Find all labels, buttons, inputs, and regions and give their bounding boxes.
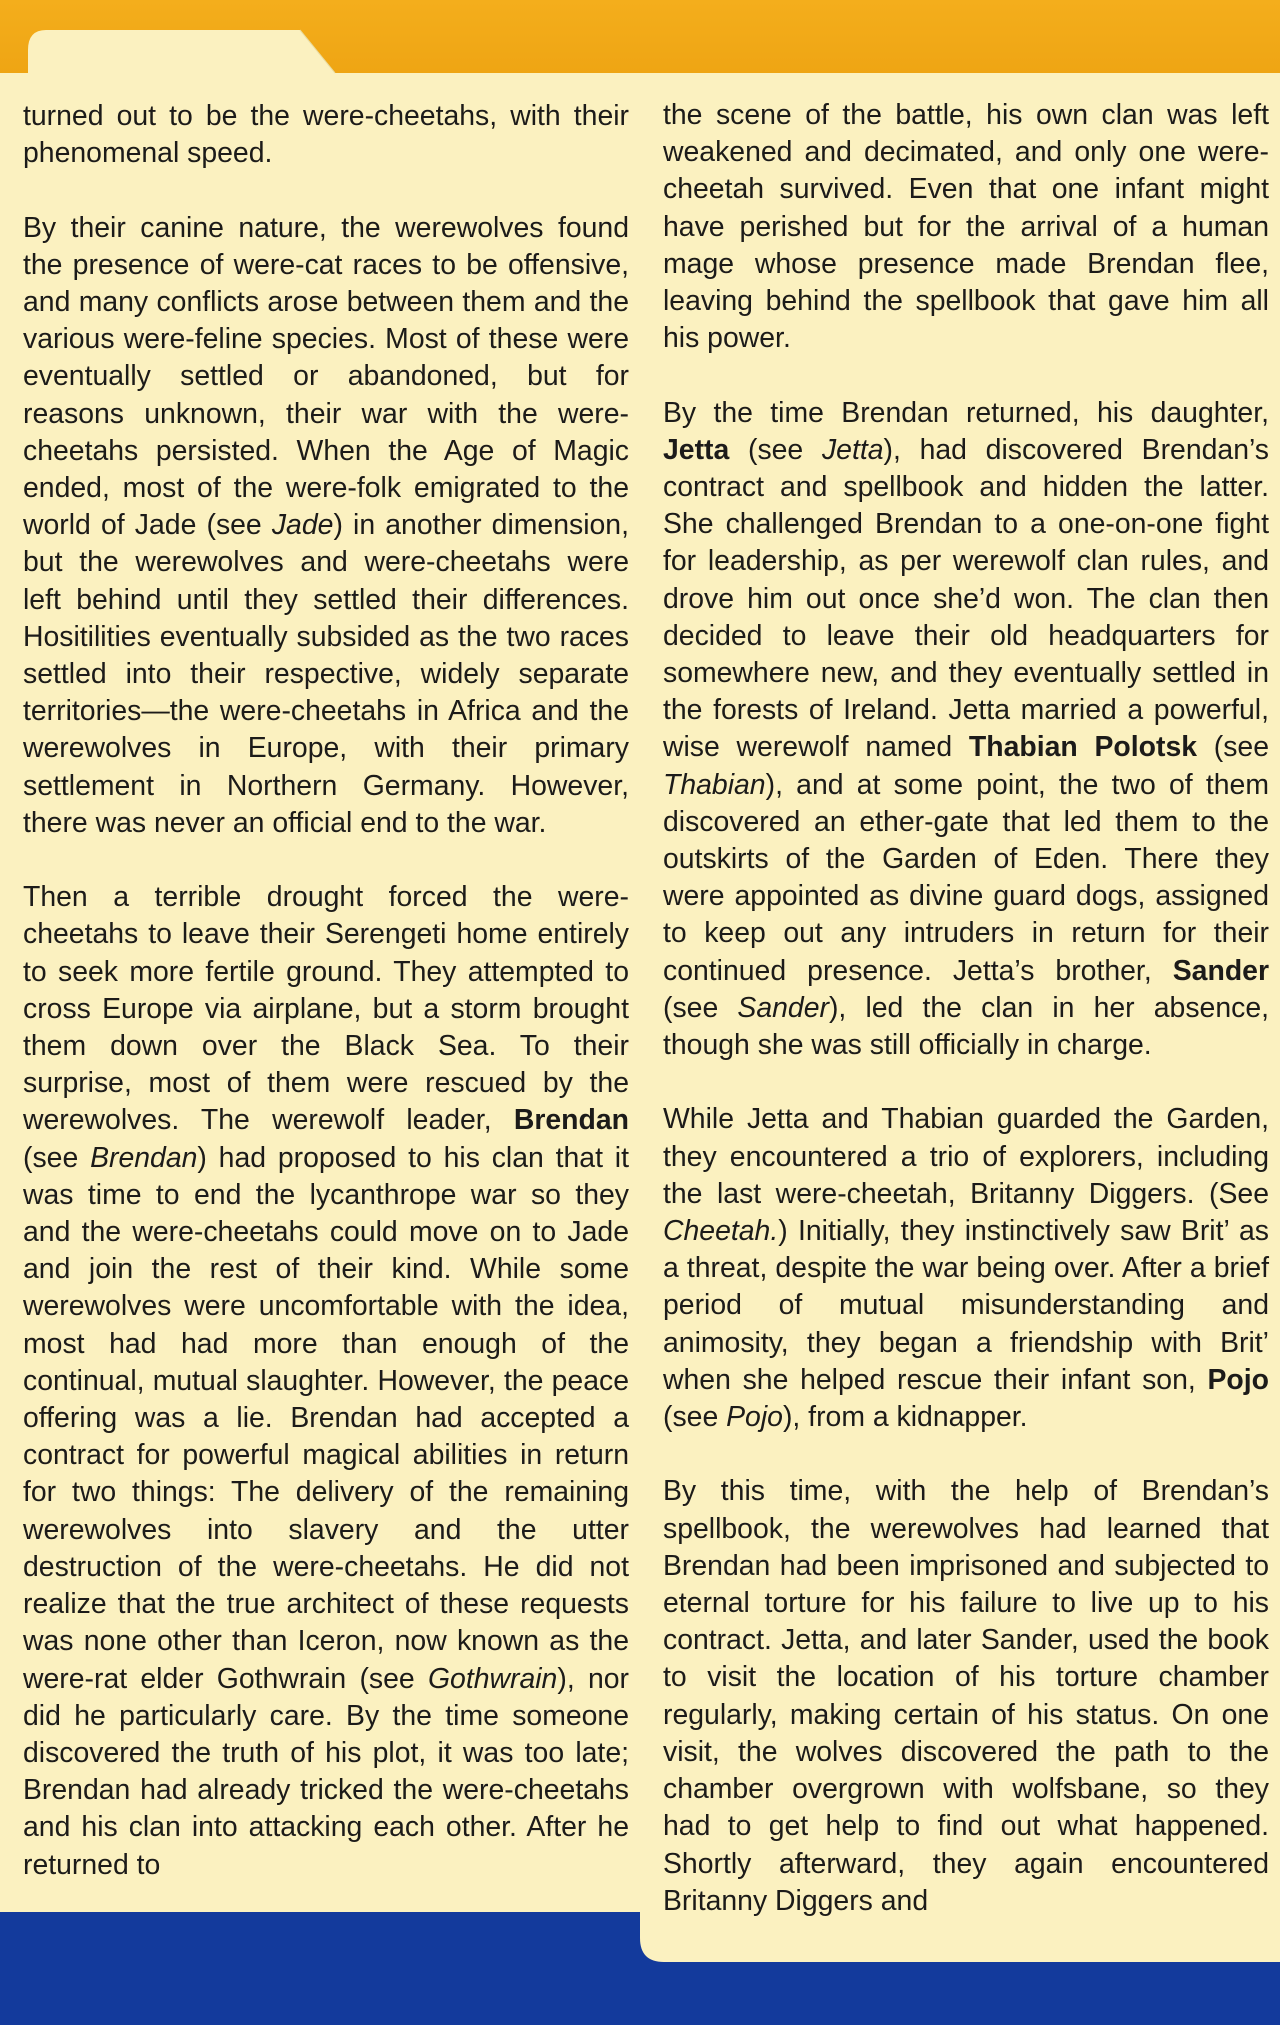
text-run: By the time Brendan returned, his daughter, bbox=[663, 396, 1269, 429]
text-run: ) had proposed to his clan that it was time to end the lycanthrope war so they and the were-cheetahs could move on to Jade and join the rest of their kind. While some werewolves were uncomfortable with the idea, most had had more than enough of the continual, mutual slaughter. However, the peace offering was a lie. Brendan had accepted a contract for powerful magical abilities in return for two things: The delivery of the remaining werewolves into slavery and the utter destruction of the were-cheetahs. He did not realize that the true architect of these requests was none other than Iceron, now known as the were-rat elder Gothwrain (see bbox=[23, 1141, 629, 1695]
text-column-left bbox=[23, 98, 629, 1884]
text-run: ), had discovered Brendan’s contract and spellbook and hidden the latter. She challenged Brendan to a one-on-one fight for leadership, as per werewolf clan rules, and drove him out once she’d won. The clan then decided to leave their old headquarters for somewhere new, and they eventually settled in the forests of Ireland. Jetta married a powerful, wise werewolf named bbox=[663, 433, 1269, 764]
text-run: ), and at some point, the two of them discovered an ether-gate that led them to the outskirts of the Garden of Eden. There they were appointed as divine guard dogs, assigned to keep out any intruders in return for their continued presence. Jetta’s brother, bbox=[663, 768, 1269, 987]
character-name: Sander bbox=[1172, 954, 1269, 987]
text-run: ) in another dimension, but the werewolves and were-cheetahs were left behind until they settled their differences. Hositilities eventually subsided as the two races settled into their respective, widely separate territories—the were-cheetahs in Africa and the werewolves in Europe, with their primary settlement in Northern Germany. However, there was never an official end to the war. bbox=[23, 509, 629, 839]
character-name: Thabian Polotsk bbox=[968, 731, 1198, 764]
character-name: Jetta bbox=[663, 433, 730, 466]
text-run: ), nor did he particularly care. By the time someone discovered the truth of his plot, it was too late; Brendan had already tricked the were-cheetahs and his clan into attacking each other. After he returned to bbox=[23, 1662, 630, 1881]
text-run: While Jetta and Thabian guarded the Garden, they encountered a trio of explorers, including the last were-cheetah, Britanny Diggers. (See bbox=[663, 1103, 1269, 1210]
text-run: (see bbox=[663, 1401, 727, 1434]
text-run: ), from a kidnapper. bbox=[782, 1401, 1028, 1434]
cross-reference: Jade bbox=[271, 509, 334, 542]
paragraph bbox=[663, 395, 1269, 1065]
cross-reference: Jetta bbox=[821, 433, 884, 466]
text-column-right bbox=[663, 97, 1269, 1920]
text-run: (see bbox=[663, 991, 738, 1024]
text-run: ) Initially, they instinctively saw Brit’ as a threat, despite the war being over. After a brief period of mutual misunderstanding and animosity, they began a friendship with Brit’ when she helped rescue their infant son, bbox=[663, 1215, 1269, 1396]
paragraph bbox=[663, 97, 1269, 357]
text-run: the scene of the battle, his own clan was left weakened and decimated, and only one were-cheetah survived. Even that one infant might have perished but for the arrival of a human mage whose presence made Brendan flee, leaving behind the spellbook that gave him all his power. bbox=[663, 99, 1269, 355]
cross-reference: Sander bbox=[737, 991, 829, 1024]
character-name: Pojo bbox=[1207, 1363, 1269, 1396]
paragraph bbox=[23, 879, 629, 1883]
text-run: Then a terrible drought forced the were-cheetahs to leave their Serengeti home entirely to seek more fertile ground. They attempted to cross Europe via airplane, but a storm brought them down over the Black Sea. To their surprise, most of them were rescued by the werewolves. The werewolf leader, bbox=[23, 881, 629, 1137]
character-name: Brendan bbox=[513, 1104, 629, 1137]
paragraph bbox=[23, 210, 629, 842]
text-run: By their canine nature, the werewolves found the presence of were-cat races to be offensive, and many conflicts arose between them and the various were-feline species. Most of these were eventually settled or abandoned, but for reasons unknown, their war with the were-cheetahs persisted. When the Age of Magic ended, most of the were-folk emigrated to the world of Jade (see bbox=[23, 211, 629, 542]
paragraph bbox=[663, 1101, 1269, 1436]
text-run: (see bbox=[1197, 731, 1270, 764]
cross-reference: Gothwrain bbox=[427, 1662, 558, 1695]
text-run: By this time, with the help of Brendan’s spellbook, the werewolves had learned that Brendan had been imprisoned and subjected to eternal torture for his failure to live up to his contract. Jetta, and later Sander, used the book to visit the location of his torture chamber regularly, making certain of his status. On one visit, the wolves discovered the path to the chamber overgrown with wolfsbane, so they had to get help to find out what happened. Shortly afterward, they again encountered Britanny Diggers and bbox=[663, 1475, 1269, 1917]
paragraph bbox=[23, 98, 629, 172]
text-run: ), led the clan in her absence, though she was still officially in charge. bbox=[663, 991, 1269, 1062]
cross-reference: Thabian bbox=[663, 768, 766, 801]
text-run: (see bbox=[729, 433, 822, 466]
cross-reference: Brendan bbox=[90, 1141, 198, 1174]
text-run: (see bbox=[23, 1141, 91, 1174]
cross-reference: Pojo bbox=[726, 1401, 783, 1434]
text-run: turned out to be the were-cheetahs, with their phenomenal speed. bbox=[23, 100, 629, 170]
cross-reference: Cheetah. bbox=[663, 1215, 779, 1248]
paragraph bbox=[663, 1473, 1269, 1919]
